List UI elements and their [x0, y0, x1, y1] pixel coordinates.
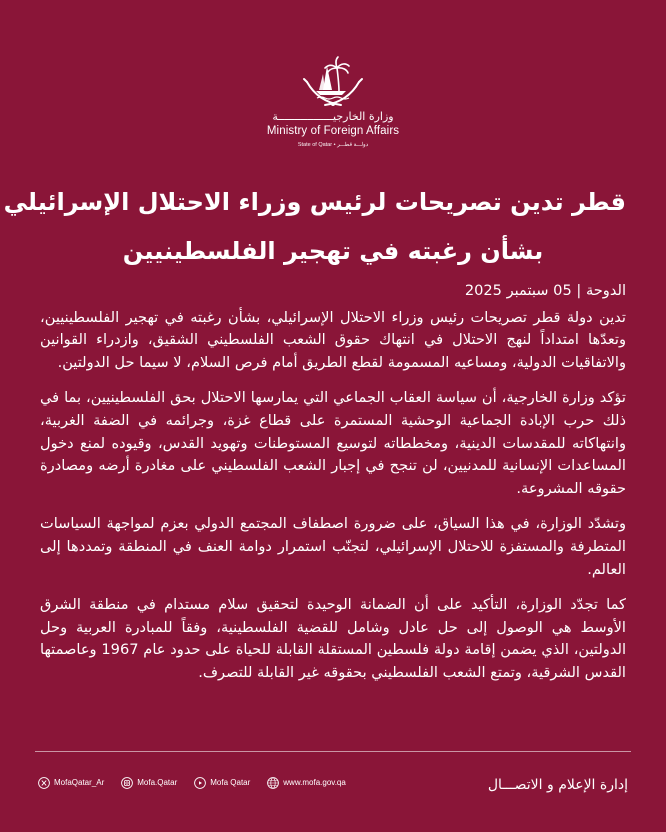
- headline-line-1: قطر تدين تصريحات لرئيس وزراء الاحتلال الإسرائيلي: [3, 188, 626, 216]
- dateline: الدوحة | 05 سبتمبر 2025: [464, 282, 626, 299]
- headline: [3, 178, 626, 276]
- social-link-x[interactable]: [38, 777, 104, 789]
- ministry-name-english: Ministry of Foreign Affairs: [266, 125, 400, 137]
- ministry-logo: [0, 52, 666, 149]
- department-name: إدارة الإعلام و الاتصـــال: [487, 777, 628, 793]
- headline-line-2: بشأن رغبته في تهجير الفلسطينيين: [122, 237, 544, 265]
- website-url: www.mofa.gov.qa: [283, 778, 346, 787]
- youtube-handle: Mofa Qatar: [210, 778, 251, 787]
- social-link-youtube[interactable]: [194, 777, 250, 789]
- paragraph-1: تدين دولة قطر تصريحات رئيس وزراء الاحتلال الإسرائيلي، بشأن رغبته في تهجير الفلسطينيين، وتعدّها امتداداً لنهج الاحتلال في انتهاك حقوق الشعب الفلسطيني الشقيق، وازدراء القوانين والاتفاقيات الدولية، ومساعيه المسمومة لقطع الطريق أمام فرص السلام، لا سيما حل الدولتين.: [40, 308, 626, 371]
- instagram-handle: Mofa.Qatar: [137, 778, 178, 787]
- x-icon: [38, 777, 50, 789]
- footer-divider: [35, 751, 631, 752]
- youtube-icon: [194, 777, 206, 789]
- social-link-instagram[interactable]: [121, 777, 177, 789]
- state-of-qatar-label: State of Qatar • دولـــة قطـــر: [297, 142, 369, 148]
- paragraph-3: وتشدّد الوزارة، في هذا السياق، على ضرورة اصطفاف المجتمع الدولي بعزم لمواجهة السياسات المتطرفة والمستفزة للاحتلال الإسرائيلي، لتجنّب استمرار دوامة العنف في المنطقة وتمددها إلى العالم.: [40, 515, 626, 578]
- ministry-name-arabic: وزارة الخارجيـــــــــــــــــة: [272, 110, 394, 123]
- statement-body: [40, 280, 626, 698]
- qatar-emblem-icon: [301, 52, 365, 108]
- x-handle: MofaQatar_Ar: [54, 778, 105, 787]
- paragraph-2: تؤكد وزارة الخارجية، أن سياسة العقاب الجماعي التي يمارسها الاحتلال بحق الفلسطينيين، بما في ذلك حرب الإبادة الجماعية الوحشية المستمرة على قطاع غزة، وجرائمه في الضفة الغربية، وانتهاكاته للمقدسات الدينية، ومخططاته لتوسيع المستوطنات وتهويد القدس، وقيوده لمنع دخول المساعدات الإنسانية للمدنيين، لن تنجح في إجبار الشعب الفلسطيني على مغادرة أرضه ومصادرة حقوقه المشروعة.: [40, 389, 626, 497]
- instagram-icon: [121, 777, 133, 789]
- paragraph-4: كما تجدّد الوزارة، التأكيد على أن الضمانة الوحيدة لتحقيق سلام مستدام في منطقة الشرق الأوسط هي الوصول إلى حل عادل وشامل للقضية الفلسطينية، وفقاً للمبادرة العربية وحل الدولتين، الذي يضمن إقامة دولة فلسطين المستقلة القابلة للحياة على حدود عام 1967 وعاصمتها القدس الشرقية، وتمتع الشعب الفلسطيني بحقوقه غير القابلة للتصرف.: [40, 596, 626, 681]
- footer: [0, 773, 666, 803]
- social-link-website[interactable]: [267, 777, 346, 789]
- globe-icon: [267, 777, 279, 789]
- social-links: [38, 777, 363, 789]
